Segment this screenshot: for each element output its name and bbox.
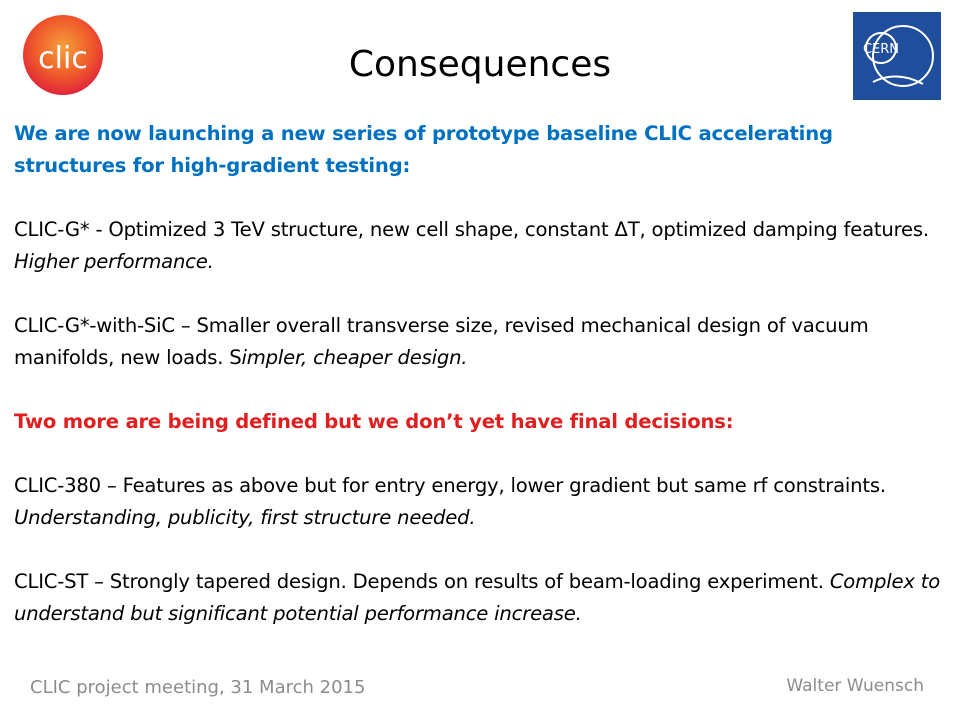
- item-italic: Complex to understand but significant potential performance increase.: [14, 570, 941, 625]
- intro-text: We are now launching a new series of prototype baseline CLIC accelerating structures for high-gradient testing:: [14, 122, 833, 177]
- slide-title: Consequences: [348, 44, 612, 85]
- slide-body: [14, 118, 944, 662]
- item-italic: impler, cheaper design.: [241, 346, 468, 369]
- footer-author: Walter Wuensch: [786, 676, 924, 696]
- item-italic: Understanding, publicity, first structure needed.: [14, 506, 476, 529]
- footer-meeting: CLIC project meeting, 31 March 2015: [30, 677, 366, 698]
- item-text: CLIC-G*-with-SiC – Smaller overall transverse size, revised mechanical design of vacuum manifolds, new loads. S: [14, 314, 869, 369]
- clic-logo-text: clic: [38, 41, 88, 76]
- item-italic: Higher performance.: [14, 250, 214, 273]
- structure-item-clic-380: [14, 470, 944, 534]
- structure-item-clic-g-star-sic: [14, 310, 944, 374]
- item-text: CLIC-380 – Features as above but for entry energy, lower gradient but same rf constraints.: [14, 474, 886, 497]
- structure-item-clic-g-star: [14, 214, 944, 278]
- item-text: CLIC-ST – Strongly tapered design. Depends on results of beam-loading experiment.: [14, 570, 830, 593]
- cern-logo-text: CERN: [862, 42, 900, 57]
- structure-item-clic-st: [14, 566, 944, 630]
- item-text: CLIC-G* - Optimized 3 TeV structure, new cell shape, constant ΔT, optimized damping features.: [14, 218, 929, 241]
- pending-heading: Two more are being defined but we don’t yet have final decisions:: [14, 410, 734, 433]
